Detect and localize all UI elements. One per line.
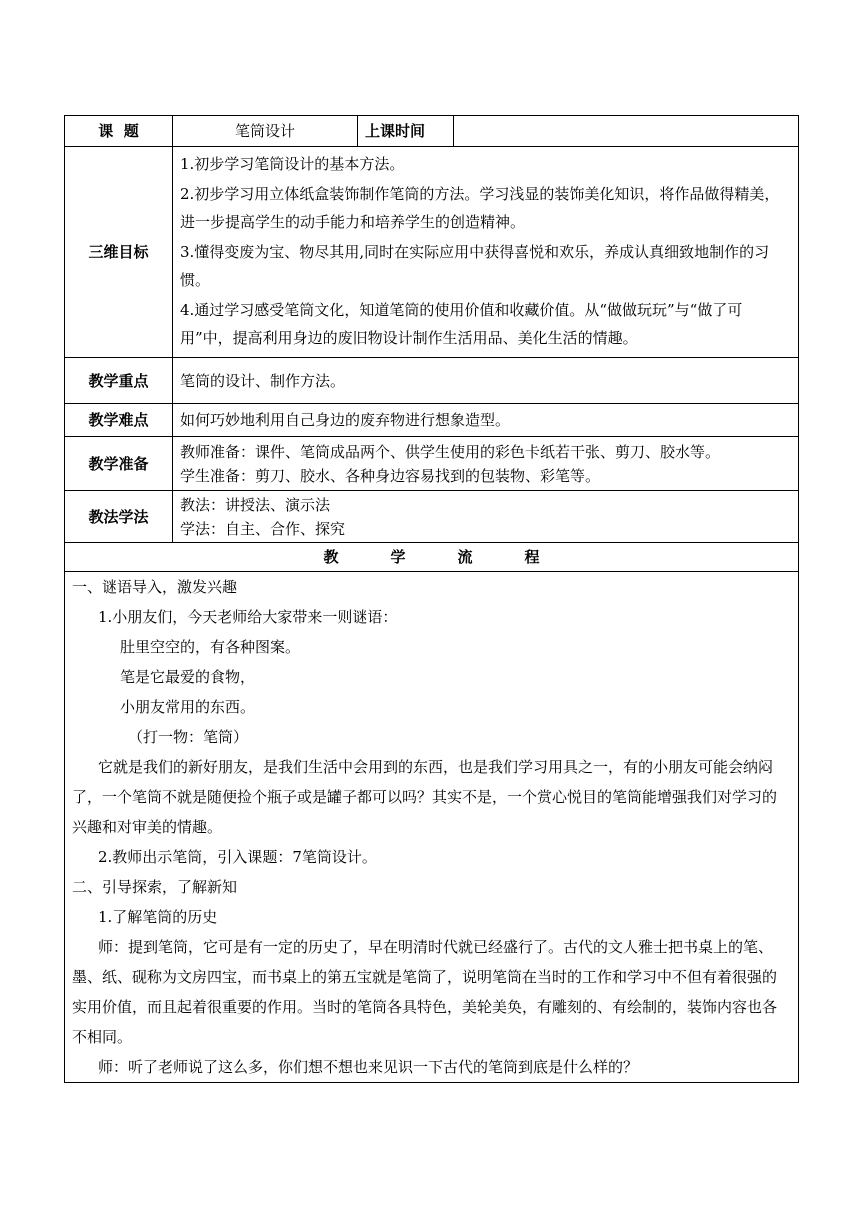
flow-title-char-1: 教: [323, 548, 339, 566]
teaching-method: 教法：讲授法、演示法: [180, 495, 331, 514]
difficulty-row: [65, 404, 799, 437]
learning-method: 学法：自主、合作、探究: [180, 519, 346, 538]
goal-item-4: 4.通过学习感受笔筒文化，知道笔筒的使用价值和收藏价值。从“做做玩玩”与“做了可用”中，提高利用身边的废旧物设计制作生活用品、美化生活的情趣。: [180, 301, 743, 347]
flow-title-char-4: 程: [524, 548, 540, 566]
section-2-paragraph-2: 师：听了老师说了这么多，你们想不想也来见识一下古代的笔筒到底是什么样的？: [98, 1058, 639, 1076]
difficulty-label: 教学难点: [65, 404, 173, 437]
teaching-flow-content: [65, 572, 799, 1083]
lesson-plan-table: [64, 115, 799, 1083]
flow-content-row: [65, 572, 799, 1083]
difficulty-value: 如何巧妙地利用自己身边的废弃物进行想象造型。: [173, 404, 799, 437]
key-point-value: 笔筒的设计、制作方法。: [173, 358, 799, 404]
goal-item-3: 3.懂得变废为宝、物尽其用,同时在实际应用中获得喜悦和欢乐，养成认真细致地制作的习惯。: [180, 243, 770, 289]
methods-content: [173, 491, 799, 543]
section-1-paragraph: 它就是我们的新好朋友，是我们生活中会用到的东西，也是我们学习用具之一，有的小朋友可能会纳闷了，一个笔筒不就是随便捡个瓶子或是罐子都可以吗？其实不是，一个赏心悦目的笔筒能增强我们对学习的兴趣和对审美的情趣。: [72, 758, 778, 836]
goal-item-1: 1.初步学习笔筒设计的基本方法。: [180, 155, 405, 173]
preparation-label: 教学准备: [65, 437, 173, 491]
riddle-line-3: 小朋友常用的东西。: [120, 698, 256, 716]
preparation-row: [65, 437, 799, 491]
key-point-label: 教学重点: [65, 358, 173, 404]
goals-label: 三维目标: [65, 147, 173, 358]
methods-label: 教法学法: [65, 491, 173, 543]
section-1-title: 一、谜语导入，激发兴趣: [72, 578, 238, 596]
student-preparation: 学生准备：剪刀、胶水、各种身边容易找到的包装物、彩笔等。: [180, 466, 601, 485]
preparation-content: [173, 437, 799, 491]
section-2-paragraph-1: 师：提到笔筒，它可是有一定的历史了，早在明清时代就已经盛行了。古代的文人雅士把书桌上的笔、墨、纸、砚称为文房四宝，而书桌上的第五宝就是笔筒了，说明笔筒在当时的工作和学习中不但有着很强的实用价值，而且起着很重要的作用。当时的笔筒各具特色，美轮美奂，有雕刻的、有绘制的，装饰内容也各不相同。: [72, 938, 778, 1046]
goals-content: [173, 147, 799, 358]
goals-row: [65, 147, 799, 358]
class-time-value: [454, 116, 799, 147]
class-time-label: 上课时间: [358, 116, 454, 147]
section-2-title: 二、引导探索，了解新知: [72, 878, 238, 896]
topic-value: 笔筒设计: [173, 116, 358, 147]
flow-title-char-3: 流: [457, 548, 473, 566]
riddle-line-2: 笔是它最爱的食物，: [120, 668, 256, 686]
riddle-answer: （打一物：笔筒）: [128, 728, 249, 746]
methods-row: [65, 491, 799, 543]
section-2-step-1: 1.了解笔筒的历史: [98, 908, 218, 926]
section-1-step-1: 1.小朋友们，今天老师给大家带来一则谜语：: [98, 608, 398, 626]
topic-row: [65, 116, 799, 147]
riddle-line-1: 肚里空空的，有各种图案。: [120, 638, 301, 656]
teaching-flow-title: [65, 543, 799, 572]
topic-label: 课 题: [65, 116, 173, 147]
flow-title-row: [65, 543, 799, 572]
section-1-step-2: 2.教师出示笔筒，引入课题：7笔筒设计。: [98, 848, 377, 866]
key-point-row: [65, 358, 799, 404]
flow-title-char-2: 学: [390, 548, 406, 566]
lesson-plan-page: [64, 115, 798, 1083]
goal-item-2: 2.初步学习用立体纸盒装饰制作笔筒的方法。学习浅显的装饰美化知识，将作品做得精美，进一步提高学生的动手能力和培养学生的创造精神。: [180, 185, 780, 231]
teacher-preparation: 教师准备：课件、笔筒成品两个、供学生使用的彩色卡纸若干张、剪刀、胶水等。: [180, 442, 721, 461]
